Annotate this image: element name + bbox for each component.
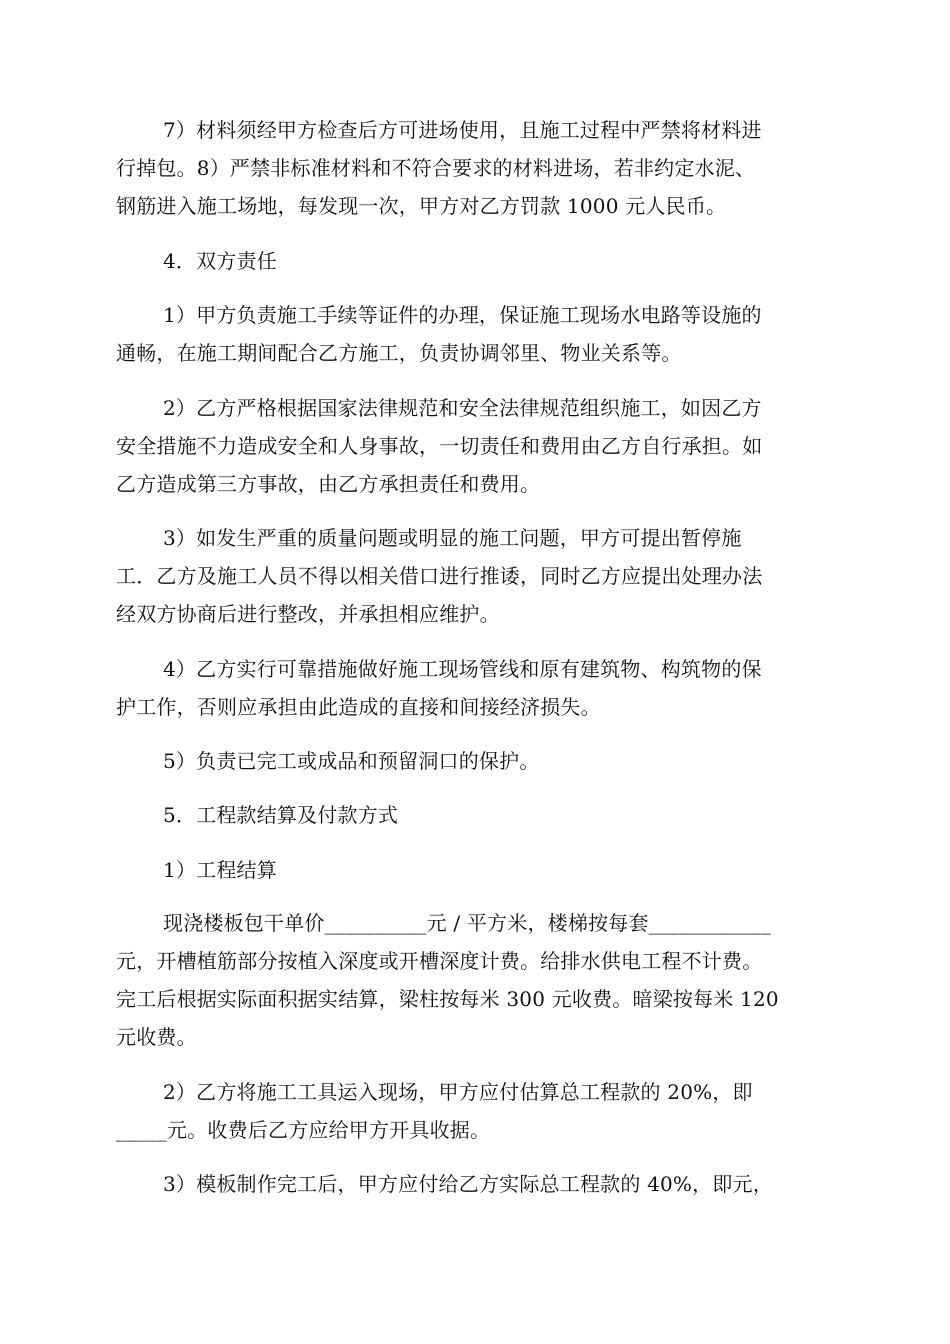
text-line: 7）材料须经甲方检查后方可进场使用，且施工过程中严禁将材料进 xyxy=(163,118,762,142)
text-line: 2）乙方将施工工具运入现场，甲方应付估算总工程款的 20%，即 xyxy=(163,1080,753,1104)
text-line: 通畅，在施工期间配合乙方施工，负责协调邻里、物业关系等。 xyxy=(116,341,682,365)
text-line: 1）甲方负责施工手续等证件的办理，保证施工现场水电路等设施的 xyxy=(163,303,762,327)
text-line: 经双方协商后进行整改，并承担相应维护。 xyxy=(116,602,500,626)
text-line: 2）乙方严格根据国家法律规范和安全法律规范组织施工，如因乙方 xyxy=(163,396,762,420)
text-line: 乙方造成第三方事故，由乙方承担责任和费用。 xyxy=(116,472,541,496)
text-line: 护工作，否则应承担由此造成的直接和间接经济损失。 xyxy=(116,695,601,719)
text-line: 5）负责已完工或成品和预留洞口的保护。 xyxy=(163,749,540,773)
text-line: 元，开槽植筋部分按植入深度或开槽深度计费。给排水供电工程不计费。 xyxy=(116,949,763,973)
text-line: _____元。收费后乙方应给甲方开具收据。 xyxy=(116,1118,491,1142)
text-line: 元收费。 xyxy=(116,1025,197,1049)
text-line: 3）如发生严重的质量问题或明显的施工问题，甲方可提出暂停施 xyxy=(163,526,742,550)
text-line: 行掉包。8）严禁非标准材料和不符合要求的材料进场，若非约定水泥、 xyxy=(116,156,756,180)
text-line: 安全措施不力造成安全和人身事故，一切责任和费用由乙方自行承担。如 xyxy=(116,434,763,458)
subheading-text: 1）工程结算 xyxy=(163,858,277,882)
text-line: 3）模板制作完工后，甲方应付给乙方实际总工程款的 40%，即元， xyxy=(163,1172,773,1196)
text-line: 工．乙方及施工人员不得以相关借口进行推诿，同时乙方应提出处理办法 xyxy=(116,564,763,588)
section-heading-text: 4．双方责任 xyxy=(163,249,277,273)
text-line: 钢筋进入施工场地，每发现一次，甲方对乙方罚款 1000 元人民币。 xyxy=(116,194,727,218)
section-heading-text: 5．工程款结算及付款方式 xyxy=(163,803,399,827)
text-line: 现浇楼板包干单价__________元 / 平方米，楼梯按每套____________ xyxy=(163,911,772,935)
text-line: 4）乙方实行可靠措施做好施工现场管线和原有建筑物、构筑物的保 xyxy=(163,657,762,681)
text-line: 完工后根据实际面积据实结算，梁柱按每米 300 元收费。暗梁按每米 120 xyxy=(116,987,779,1011)
